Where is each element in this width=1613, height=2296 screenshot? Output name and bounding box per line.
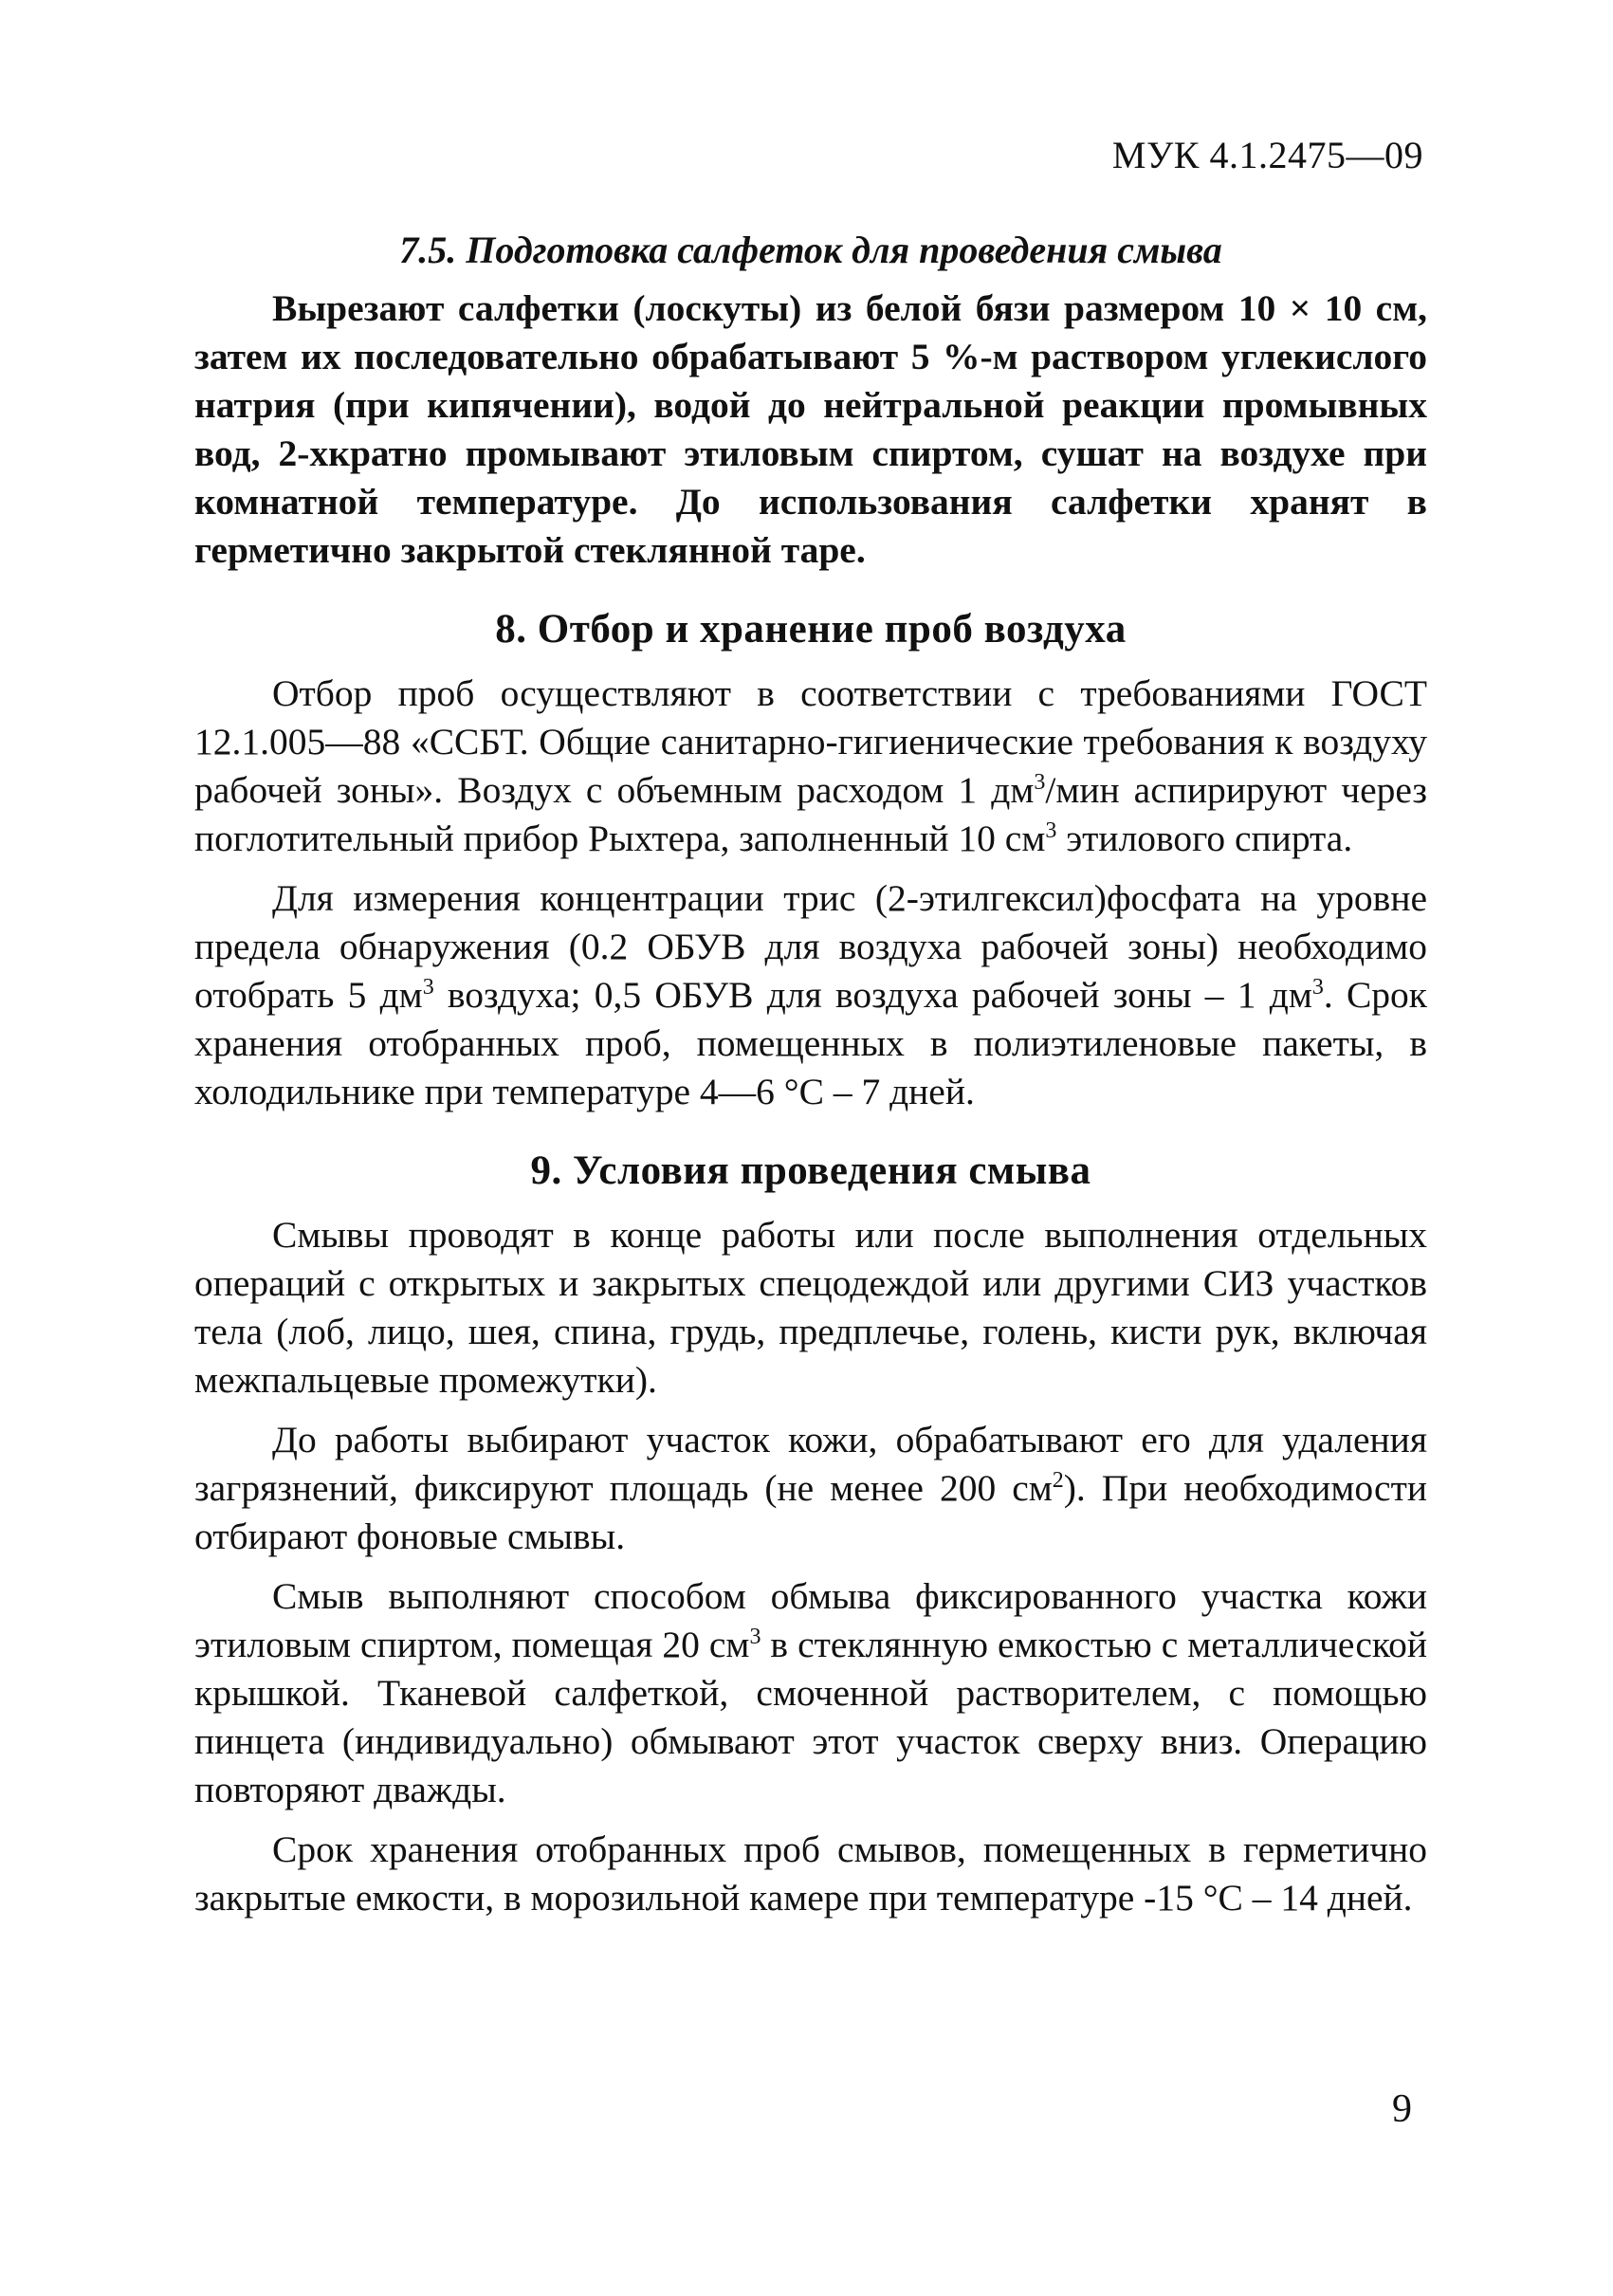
section-9-paragraph-2 <box>194 1416 1427 1561</box>
section-9-paragraph-1: Смывы проводят в конце работы или после выполнения отдельных операций с открытых и закрытых спецодеждой или другими СИЗ участков тела (лоб, лицо, шея, спина, грудь, предплечье, голень, кисти рук, включая межпальцевые промежутки). <box>194 1213 1427 1401</box>
text-span: воздуха; 0,5 ОБУВ для воздуха рабочей зоны – 1 дм <box>433 973 1312 1016</box>
section-9-paragraph-3 <box>194 1572 1427 1814</box>
text-span: ). При необходимости отбирают фоновые смывы. <box>194 1466 1427 1557</box>
subsection-7-5-title: 7.5. Подготовка салфеток для проведения смыва <box>399 229 1222 271</box>
text-span: в стеклянную емкостью с металлической крышкой. Тканевой салфеткой, смоченной растворителем, с помощью пинцета (индивидуально) обмывают этот участок сверху вниз. Операцию повторяют дважды. <box>194 1623 1427 1810</box>
text-span: этилового спирта. <box>1056 817 1353 859</box>
superscript: 3 <box>1034 769 1046 795</box>
page-number: 9 <box>1392 2087 1412 2131</box>
text-span: До работы выбирают участок кожи, обрабатывают его для удаления загрязнений, фиксируют площадь (не менее 200 см <box>194 1418 1427 1509</box>
superscript: 3 <box>1045 817 1057 843</box>
text-span: Для измерения концентрации трис (2-этилгексил)фосфата на уровне предела обнаружения (0.2 ОБУВ для воздуха рабочей зоны) необходимо отобрать 5 дм <box>194 876 1427 1016</box>
superscript: 3 <box>749 1624 761 1649</box>
subsection-7-5-paragraph: Вырезают салфетки (лоскуты) из белой бязи размером 10 × 10 см, затем их последовательно обрабатывают 5 %-м раствором углекислого натрия (при кипячении), водой до нейтральной реакции промывных вод, 2-хкратно промывают этиловым спиртом, сушат на воздухе при комнатной температуре. До использования салфетки хранят в герметично закрытой стеклянной таре. <box>194 287 1427 571</box>
superscript: 2 <box>1052 1467 1064 1493</box>
section-8-paragraph-1 <box>194 670 1427 863</box>
text-span: Смыв выполняют способом обмыва фиксированного участка кожи этиловым спиртом, помещая 20 см <box>194 1574 1427 1665</box>
section-9-paragraph-4: Срок хранения отобранных проб смывов, помещенных в герметично закрытые емкости, в морозильной камере при температуре -15 °С – 14 дней. <box>194 1828 1427 1919</box>
page-content <box>194 226 1427 1922</box>
section-8-title: 8. Отбор и хранение проб воздуха <box>495 607 1127 652</box>
superscript: 3 <box>1311 974 1324 1000</box>
superscript: 3 <box>422 974 434 1000</box>
text-span: Отбор проб осуществляют в соответствии с требованиями ГОСТ 12.1.005—88 «ССБТ. Общие санитарно-гигиенические требования к воздуху рабочей зоны». Воздух с объемным расходом 1 дм <box>194 671 1427 811</box>
section-8-paragraph-2 <box>194 874 1427 1116</box>
text-span: . Срок хранения отобранных проб, помещенных в полиэтиленовые пакеты, в холодильнике при температуре 4—6 °С – 7 дней. <box>194 973 1427 1112</box>
section-9-title: 9. Условия проведения смыва <box>530 1148 1091 1193</box>
running-header: МУК 4.1.2475—09 <box>1111 134 1423 176</box>
text-span: /мин аспирируют через поглотительный прибор Рыхтера, заполненный 10 см <box>194 768 1427 859</box>
